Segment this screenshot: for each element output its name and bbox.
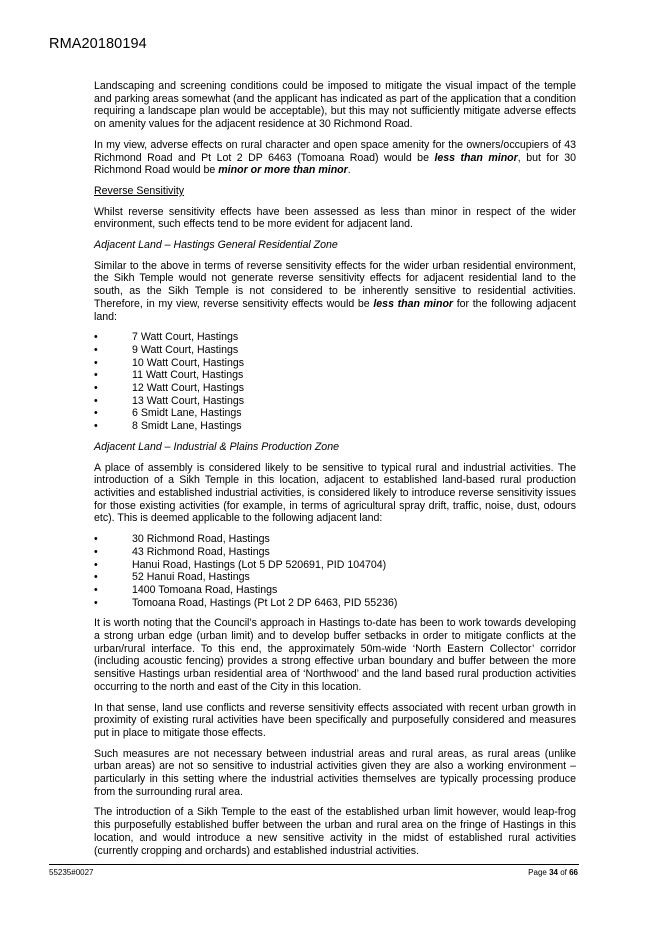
list-item: • 52 Hanui Road, Hastings <box>94 571 576 584</box>
industrial-land-list <box>94 533 576 609</box>
page-number <box>528 868 578 877</box>
footer-divider <box>49 864 579 865</box>
paragraph-residential <box>94 260 576 324</box>
heading-reverse-sensitivity: Reverse Sensitivity <box>94 184 185 197</box>
emphasis-less-than-minor-2: less than minor <box>373 297 454 310</box>
text-run: Similar to the above in terms of reverse sensitivity effects for the wider urban residential environment, the Sikh Temple would not generate reverse sensitivity effects for adjacent residential land to the south, as the Sikh Temple is not considered to be inherently sensitive to residential activities. Therefore, in my view, reverse sensitivity effects would be <box>94 259 576 310</box>
paragraph-landscaping: Landscaping and screening conditions could be imposed to mitigate the visual impact of the temple and parking areas somewhat (and the applicant has indicated as part of the application that a condition requiring a landscape plan would be acceptable), but this may not sufficiently mitigate adverse effects on amenity values for the adjacent residence at 30 Richmond Road. <box>94 80 576 131</box>
text-run: , but for 30 Richmond Road would be <box>94 151 576 177</box>
paragraph-rural-character <box>94 139 576 177</box>
paragraph-land-use-conflicts: In that sense, land use conflicts and reverse sensitivity effects associated with recent urban growth in proximity of existing rural activities have been specifically and purposefully considered and measures put in place to mitigate those effects. <box>94 701 576 739</box>
text-run: for the following adjacent land: <box>94 297 576 323</box>
list-item: • 11 Watt Court, Hastings <box>94 369 576 382</box>
text-run: . <box>347 164 351 177</box>
emphasis-less-than-minor: less than minor <box>434 151 518 164</box>
heading-industrial-zone: Adjacent Land – Industrial & Plains Production Zone <box>94 440 339 453</box>
list-item: • 9 Watt Court, Hastings <box>94 344 576 357</box>
list-item: • Hanui Road, Hastings (Lot 5 DP 520691, PID 104704) <box>94 559 576 572</box>
emphasis-minor-or-more: minor or more than minor <box>218 164 348 177</box>
paragraph-reverse-sensitivity: Whilst reverse sensitivity effects have been assessed as less than minor in respect of the wider environment, such effects tend to be more evident for adjacent land. <box>94 205 576 231</box>
residential-land-list <box>94 331 576 433</box>
paragraph-council-approach: It is worth noting that the Council’s approach in Hastings to-date has been to work towards developing a strong urban edge (urban limit) and to develop buffer setbacks in order to mitigate conflicts at the urban/rural interface. To this end, the approximately 50m-wide ‘North Eastern Collector’ corridor (including acoustic fencing) provides a strong effective urban boundary and buffer between the more sensitive Hastings urban residential area of ‘Northwood’ and the land based rural production activities occurring to the north and east of the City in this location. <box>94 617 576 693</box>
document-id: RMA20180194 <box>49 36 147 52</box>
document-body <box>94 80 576 865</box>
list-item: • 7 Watt Court, Hastings <box>94 331 576 344</box>
paragraph-place-of-assembly: A place of assembly is considered likely to be sensitive to typical rural and industrial activities. The introduction of a Sikh Temple in this location, adjacent to established land-based rural production activities and established industrial activities, is considered likely to introduce reverse sensitivity issues for those existing activities (for example, in terms of agricultural spray drift, traffic, noise, dust, odours etc). This is deemed applicable to the following adjacent land: <box>94 461 576 525</box>
list-item: • 43 Richmond Road, Hastings <box>94 546 576 559</box>
paragraph-measures: Such measures are not necessary between industrial areas and rural areas, as rural areas (unlike urban areas) are not so sensitive to industrial activities given they are also a working environment – particularly in this setting where the industrial activities themselves are typically processing produce from the surrounding rural area. <box>94 747 576 798</box>
paragraph-leap-frog: The introduction of a Sikh Temple to the east of the established urban limit however, would leap-frog this purposefully established buffer between the urban and rural area on the fringe of Hastings in this location, and would introduce a new sensitive activity in the midst of established rural activities (currently cropping and orchards) and established industrial activities. <box>94 806 576 857</box>
heading-residential-zone: Adjacent Land – Hastings General Residential Zone <box>94 239 338 252</box>
page-label: Page <box>528 868 550 877</box>
page-current: 34 <box>549 868 558 877</box>
footer-reference: 55235#0027 <box>49 868 94 877</box>
text-run: In my view, adverse effects on rural character and open space amenity for the owners/occupiers of 43 Richmond Road and Pt Lot 2 DP 6463 (Tomoana Road) would be <box>94 138 576 164</box>
list-item: • 1400 Tomoana Road, Hastings <box>94 584 576 597</box>
list-item: • 8 Smidt Lane, Hastings <box>94 420 576 433</box>
list-item: • 30 Richmond Road, Hastings <box>94 533 576 546</box>
list-item: • 6 Smidt Lane, Hastings <box>94 407 576 420</box>
list-item: • 13 Watt Court, Hastings <box>94 395 576 408</box>
list-item: • 10 Watt Court, Hastings <box>94 357 576 370</box>
list-item: • Tomoana Road, Hastings (Pt Lot 2 DP 6463, PID 55236) <box>94 597 576 610</box>
list-item: • 12 Watt Court, Hastings <box>94 382 576 395</box>
page-total: 66 <box>569 868 578 877</box>
page-of-label: of <box>557 868 570 877</box>
